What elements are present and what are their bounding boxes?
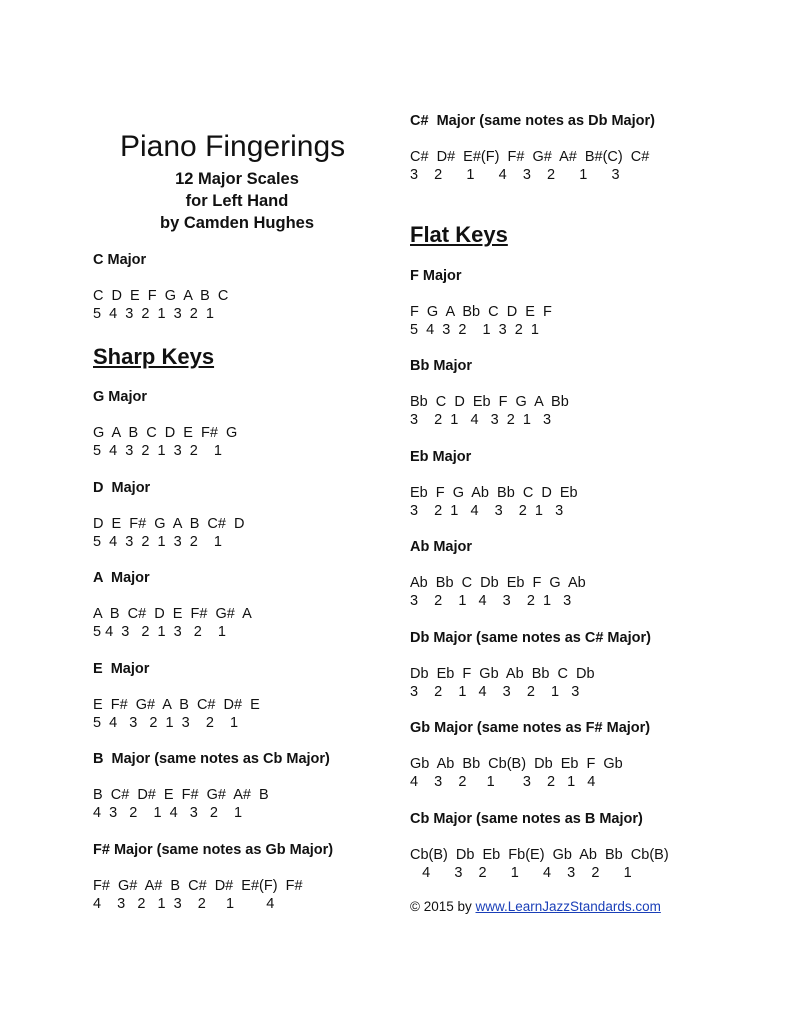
- scale-notes: Eb F G Ab Bb C D Eb: [410, 485, 578, 501]
- scale-name: Gb Major (same notes as F# Major): [410, 720, 651, 736]
- scale-notes: Gb Ab Bb Cb(B) Db Eb F Gb: [410, 756, 623, 772]
- scale-fingers: 4 3 2 1 4 3 2 1: [93, 805, 243, 821]
- scale-fingers: 4 3 2 1 3 2 1 4: [93, 896, 275, 912]
- scale-name-c-sharp-major: C# Major (same notes as Db Major): [410, 113, 655, 129]
- footer: [410, 899, 661, 914]
- flat-keys-heading: Flat Keys: [410, 222, 508, 247]
- subtitle-author: by Camden Hughes: [159, 214, 315, 232]
- scale-notes-c-major: C D E F G A B C: [93, 288, 229, 304]
- scale-notes: B C# D# E F# G# A# B: [93, 787, 269, 803]
- scale-name: Bb Major: [410, 358, 473, 374]
- scale-notes: D E F# G A B C# D: [93, 516, 245, 532]
- scale-name: G Major: [93, 389, 147, 405]
- scale-notes: A B C# D E F# G# A: [93, 606, 252, 622]
- scale-notes: Bb C D Eb F G A Bb: [410, 394, 569, 410]
- sharp-keys-heading: Sharp Keys: [93, 344, 215, 369]
- scale-fingers: 5 4 3 2 1 3 2 1: [93, 534, 222, 550]
- scale-name: D Major: [93, 480, 151, 496]
- scale-name: Ab Major: [410, 539, 473, 555]
- page-title: Piano Fingerings: [120, 130, 346, 163]
- copyright-text: © 2015 by: [410, 899, 476, 914]
- subtitle-hand: for Left Hand: [185, 192, 289, 210]
- scale-fingers: 3 2 1 4 3 2 1 3: [410, 412, 552, 428]
- scale-fingers: 5 4 3 2 1 3 2 1: [93, 715, 239, 731]
- subtitle-scales: 12 Major Scales: [175, 170, 299, 188]
- scale-fingers: 5 4 3 2 1 3 2 1: [93, 443, 222, 459]
- scale-name-c-major: C Major: [93, 252, 147, 268]
- scale-fingers-c-major: 5 4 3 2 1 3 2 1: [93, 306, 214, 322]
- scale-fingers: 3 2 1 4 3 2 1 3: [410, 593, 572, 609]
- scale-fingers: 3 2 1 4 3 2 1 3: [410, 503, 564, 519]
- scale-name: Db Major (same notes as C# Major): [410, 630, 651, 646]
- scale-notes: Cb(B) Db Eb Fb(E) Gb Ab Bb Cb(B): [410, 847, 669, 863]
- website-link[interactable]: www.LearnJazzStandards.com: [475, 899, 661, 914]
- scale-notes: Ab Bb C Db Eb F G Ab: [410, 575, 586, 591]
- scale-notes: F G A Bb C D E F: [410, 304, 552, 320]
- scale-fingers: 3 2 1 4 3 2 1 3: [410, 684, 580, 700]
- scale-name: B Major (same notes as Cb Major): [93, 751, 330, 767]
- scale-fingers: 4 3 2 1 4 3 2 1: [410, 865, 632, 881]
- scale-name: F Major: [410, 268, 462, 284]
- scale-name: A Major: [93, 570, 150, 586]
- scale-notes-c-sharp-major: C# D# E#(F) F# G# A# B#(C) C#: [410, 149, 650, 165]
- scale-fingers: 5 4 3 2 1 3 2 1: [410, 322, 539, 338]
- scale-notes: F# G# A# B C# D# E#(F) F#: [93, 878, 303, 894]
- scale-notes: Db Eb F Gb Ab Bb C Db: [410, 666, 595, 682]
- scale-name: E Major: [93, 661, 150, 677]
- scale-fingers-c-sharp-major: 3 2 1 4 3 2 1 3: [410, 167, 620, 183]
- scale-fingers: 4 3 2 1 3 2 1 4: [410, 774, 596, 790]
- scale-name: Eb Major: [410, 449, 472, 465]
- scale-name: Cb Major (same notes as B Major): [410, 811, 643, 827]
- scale-notes: G A B C D E F# G: [93, 425, 238, 441]
- scale-notes: E F# G# A B C# D# E: [93, 697, 260, 713]
- scale-fingers: 5 4 3 2 1 3 2 1: [93, 624, 226, 640]
- scale-name: F# Major (same notes as Gb Major): [93, 842, 334, 858]
